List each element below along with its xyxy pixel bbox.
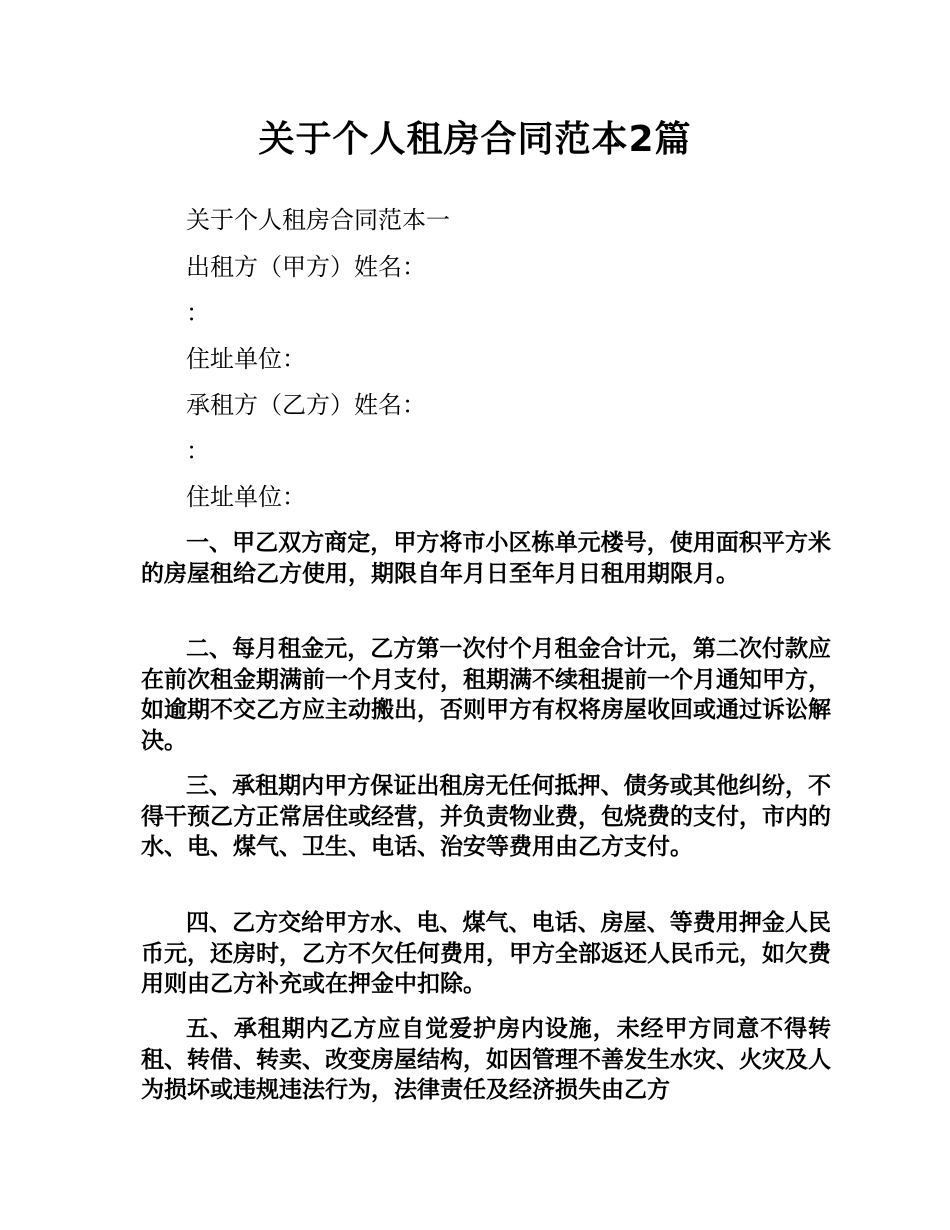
lessee-name-line: 承租方（乙方）姓名： (186, 391, 426, 419)
lessee-blank-line: ： (186, 437, 210, 465)
clause-2: 二、每月租金元，乙方第一次付个月租金合计元，第二次付款应在前次租金期满前一个月支付，租期满不续租提前一个月通知甲方，如逾期不交乙方应主动搬出，否则甲方有权将房屋收回或通过诉讼解决。 (141, 636, 831, 754)
clause-3: 三、承租期内甲方保证出租房无任何抵押、债务或其他纠纷，不得干预乙方正常居住或经营，并负责物业费，包烧费的支付，市内的水、电、煤气、卫生、电话、治安等费用由乙方支付。 (141, 773, 831, 860)
clause-4: 四、乙方交给甲方水、电、煤气、电话、房屋、等费用押金人民币元，还房时，乙方不欠任何费用，甲方全部返还人民币元，如欠费用则由乙方补充或在押金中扣除。 (141, 910, 831, 997)
lessor-name-line: 出租方（甲方）姓名： (186, 253, 426, 281)
lessee-address-line: 住址单位： (186, 483, 306, 511)
subtitle-contract-one: 关于个人租房合同范本一 (186, 206, 450, 234)
lessor-blank-line: ： (186, 299, 210, 327)
lessor-address-line: 住址单位： (186, 345, 306, 373)
clause-5: 五、承租期内乙方应自觉爱护房内设施，未经甲方同意不得转租、转借、转卖、改变房屋结构，如因管理不善发生水灾、火灾及人为损坏或违规违法行为，法律责任及经济损失由乙方 (141, 1016, 831, 1103)
document-title: 关于个人租房合同范本2篇 (258, 119, 692, 160)
clause-1: 一、甲乙双方商定，甲方将市小区栋单元楼号，使用面积平方米的房屋租给乙方使用，期限自年月日至年月日租用期限月。 (141, 530, 831, 587)
